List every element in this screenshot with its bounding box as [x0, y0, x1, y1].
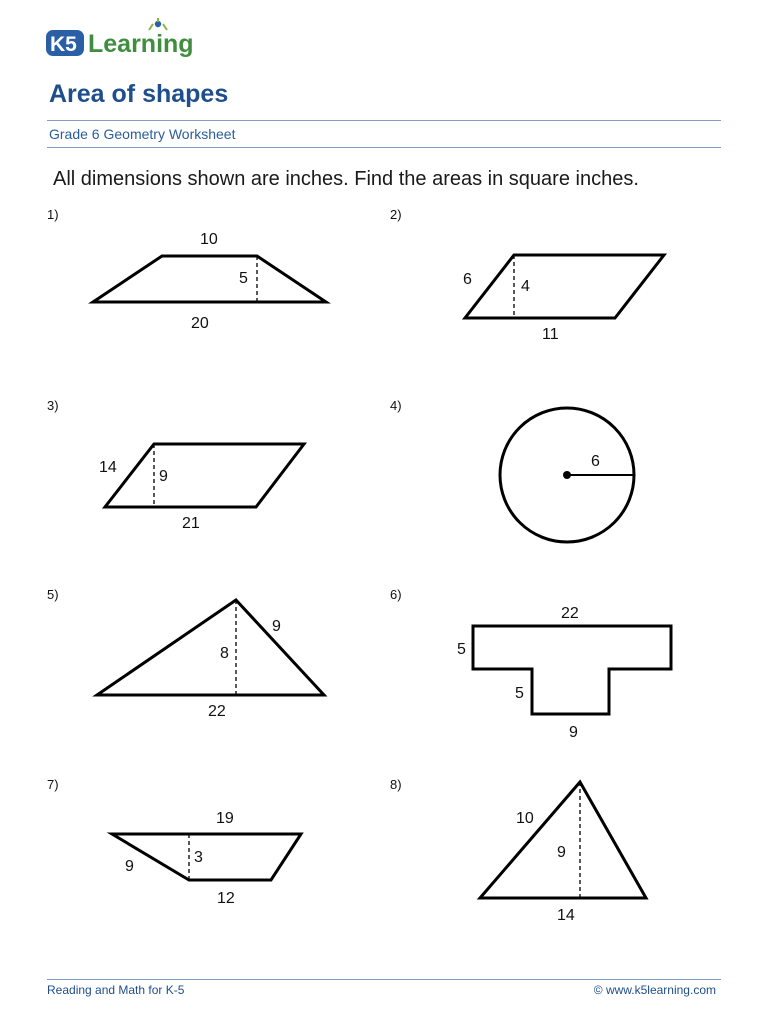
radius-label: 6	[591, 453, 600, 470]
problem-number: 1)	[47, 207, 59, 222]
height-label: 9	[557, 844, 566, 861]
instructions: All dimensions shown are inches. Find the areas in square inches.	[53, 168, 639, 190]
problem-number: 4)	[390, 398, 402, 413]
page-title: Area of shapes	[49, 80, 229, 108]
side-label: 10	[516, 810, 534, 827]
bottom-label: 12	[217, 890, 235, 907]
problem-4	[390, 398, 634, 542]
problem-6	[390, 587, 671, 741]
footer-tagline: Reading and Math for K-5	[47, 983, 185, 997]
problem-3	[47, 398, 304, 532]
height-label: 3	[194, 849, 203, 866]
side-label: 9	[125, 858, 134, 875]
svg-text:Learning: Learning	[88, 30, 194, 58]
top-label: 22	[561, 605, 579, 622]
problem-8	[390, 777, 646, 924]
trapezoid-shape	[112, 834, 301, 880]
height-label: 8	[220, 645, 229, 662]
problem-7	[47, 777, 301, 907]
side-label: 14	[99, 459, 117, 476]
t-shape	[473, 626, 671, 714]
problem-2	[390, 207, 664, 343]
problem-5	[47, 587, 324, 720]
top-label: 10	[200, 231, 218, 248]
side-label: 9	[272, 618, 281, 635]
base-label: 22	[208, 703, 226, 720]
trapezoid-shape	[93, 256, 326, 302]
problem-1	[47, 207, 326, 332]
triangle-shape	[97, 600, 324, 695]
footer-divider	[47, 979, 721, 980]
problem-number: 3)	[47, 398, 59, 413]
parallelogram-shape	[105, 444, 304, 507]
problem-number: 6)	[390, 587, 402, 602]
triangle-shape	[480, 782, 646, 898]
stem-label: 5	[515, 685, 524, 702]
left-label: 5	[457, 641, 466, 658]
bottom-label: 9	[569, 724, 578, 741]
base-label: 11	[542, 326, 559, 343]
height-label: 9	[159, 468, 168, 485]
problem-number: 5)	[47, 587, 59, 602]
center-point	[563, 471, 571, 479]
problem-number: 8)	[390, 777, 402, 792]
height-label: 4	[521, 278, 530, 295]
page-subtitle: Grade 6 Geometry Worksheet	[49, 126, 236, 142]
problem-number: 7)	[47, 777, 59, 792]
side-label: 6	[463, 271, 472, 288]
footer-copyright: © www.k5learning.com	[593, 983, 716, 997]
base-label: 14	[557, 907, 575, 924]
top-label: 19	[216, 810, 234, 827]
height-label: 5	[239, 270, 248, 287]
bottom-label: 20	[191, 315, 209, 332]
base-label: 21	[182, 515, 200, 532]
parallelogram-shape	[465, 255, 664, 318]
svg-text:K5: K5	[50, 33, 77, 56]
problem-number: 2)	[390, 207, 402, 222]
